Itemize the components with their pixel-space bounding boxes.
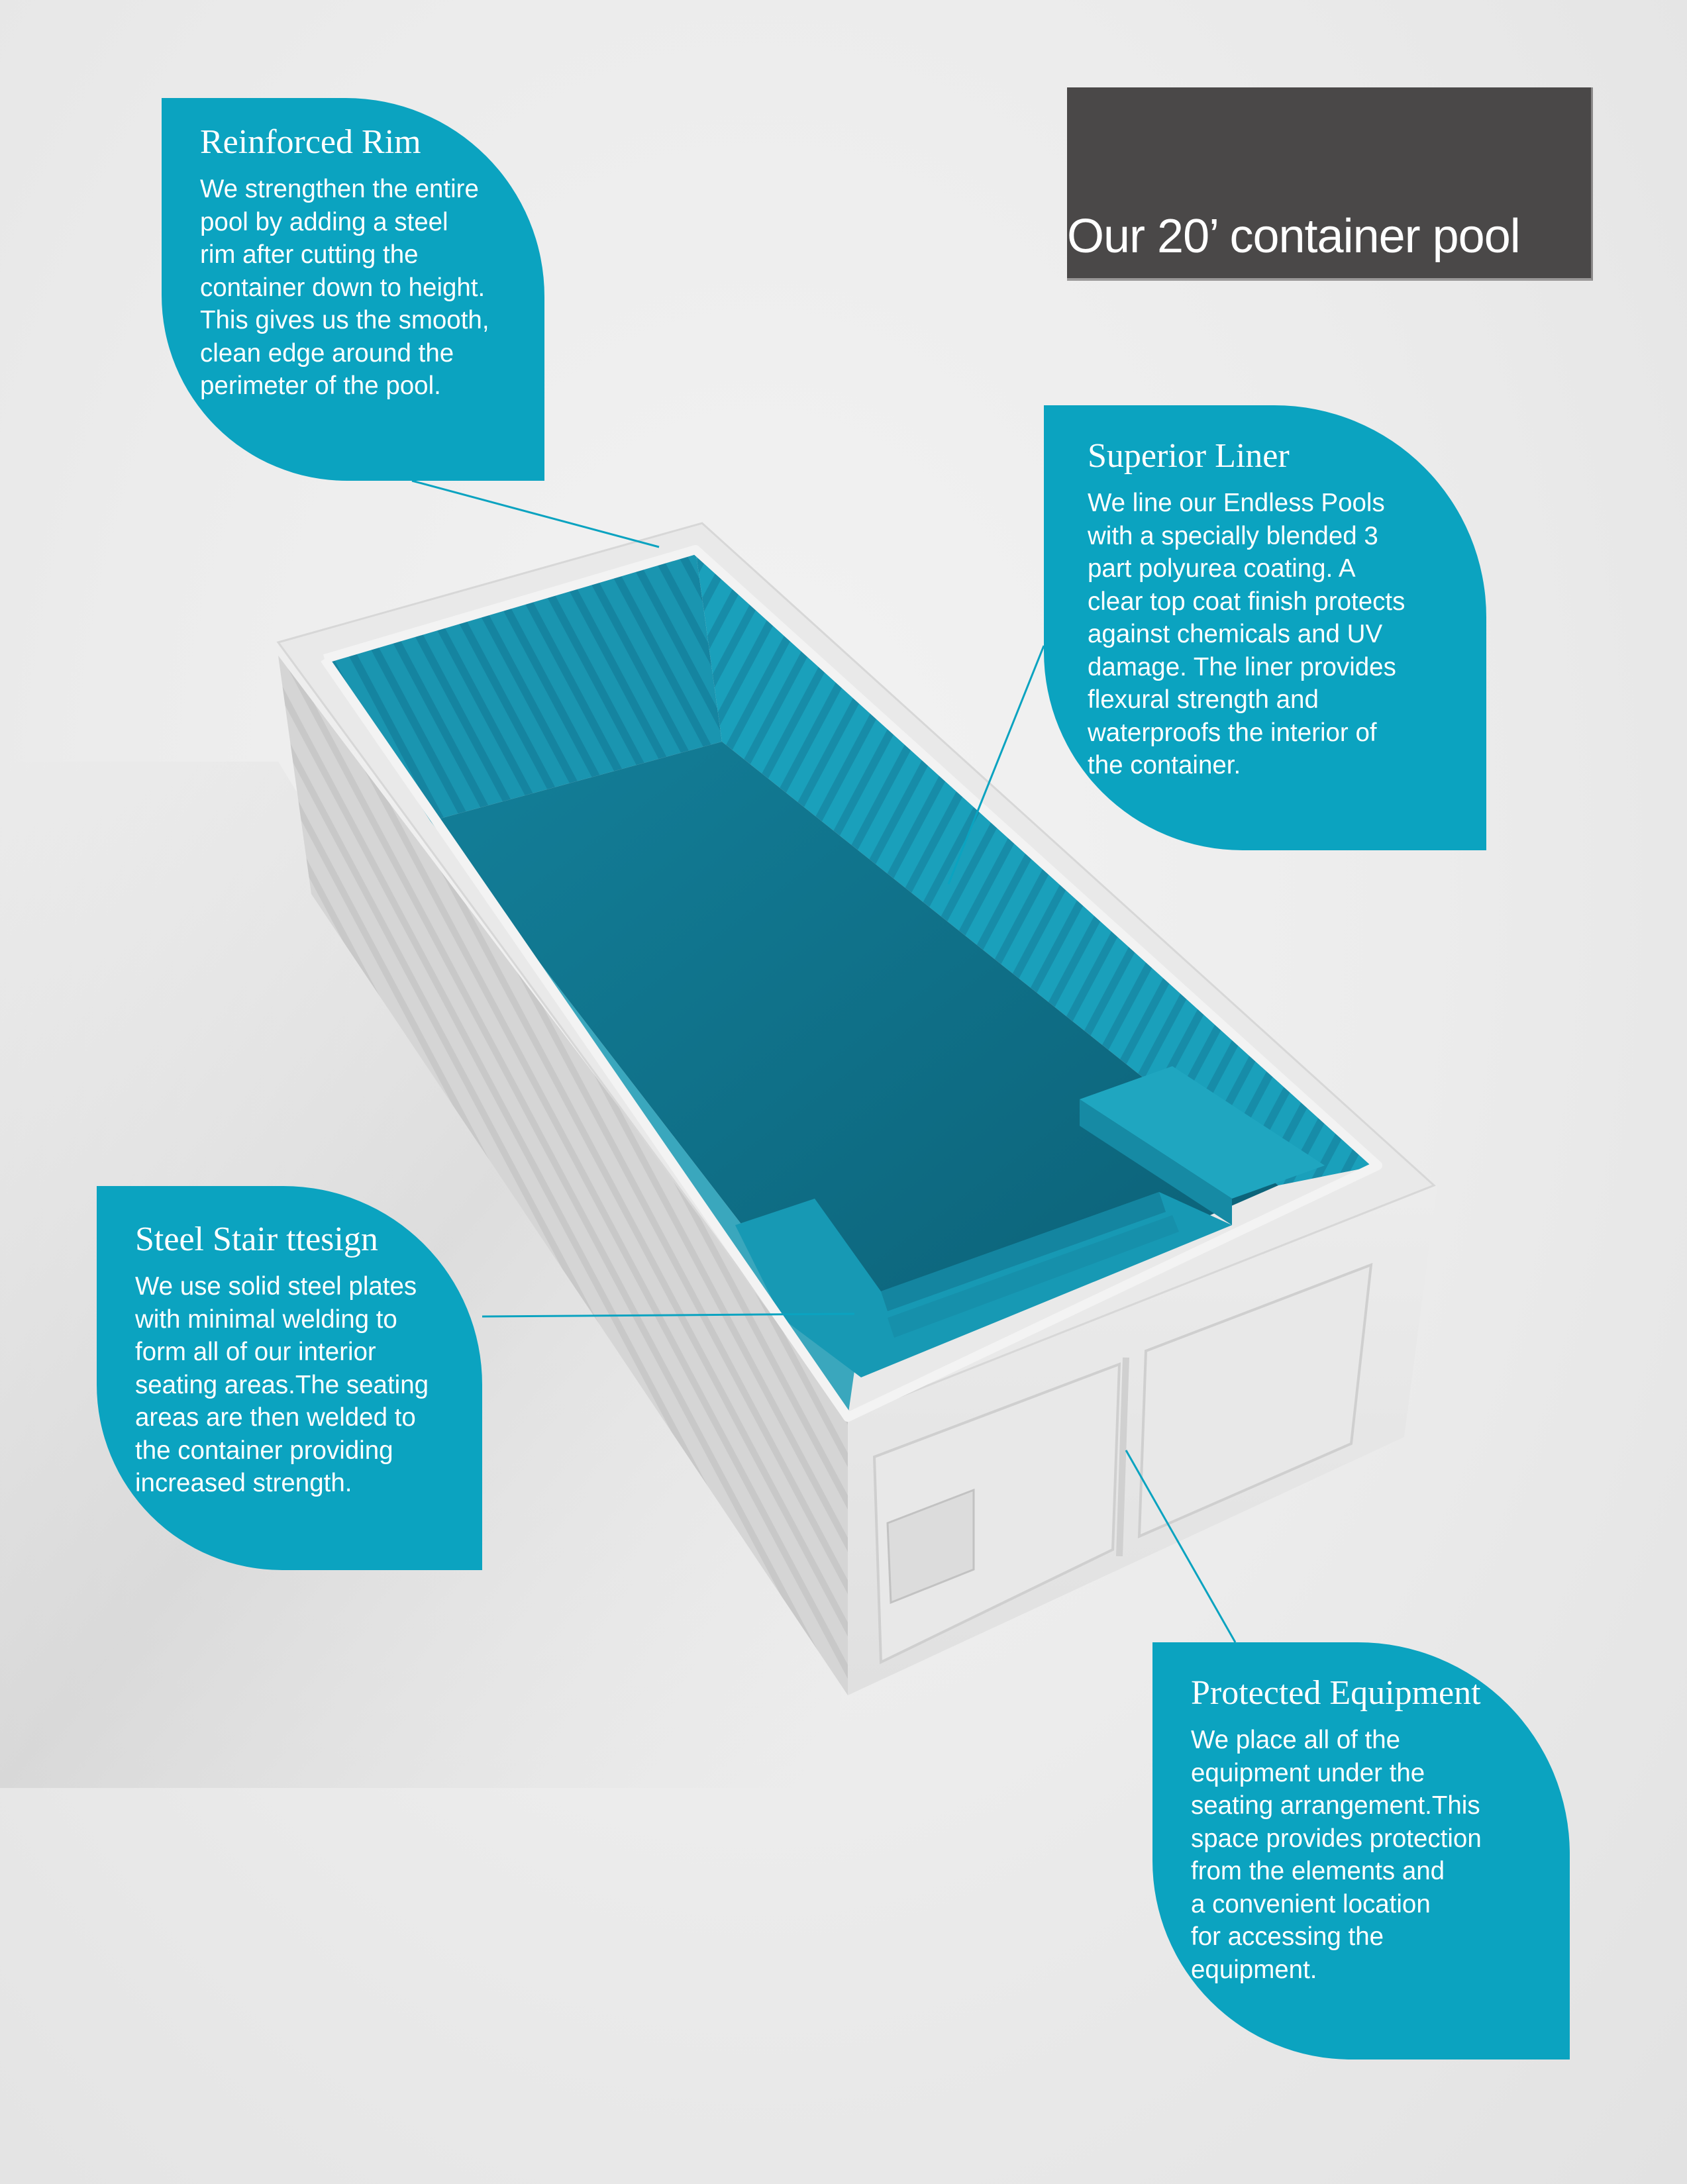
callout-body: We strengthen the entire pool by adding a steel rim after cutting the container down to height. This gives us the smooth, clean edge around the perimeter of the pool. [200,175,489,401]
callout-body: We line our Endless Pools with a specially blended 3 part polyurea coating. A clear top coat finish protects against chemicals and UV damage. The liner provides flexural strength and waterproofs the interior of the container. [1088,489,1406,780]
callout-title: Protected Equipment [1191,1674,1481,1712]
page-title-box [1067,87,1593,281]
callout-body: We place all of the equipment under the seating arrangement.This space provides protection from the elements and a convenient location for accessing the equipment. [1191,1726,1482,1984]
callout-superior-liner [1044,405,1486,850]
callout-protected-equipment [1152,1642,1570,2060]
page-title: Our 20’ container pool [1067,210,1520,263]
callout-body: We use solid steel plates with minimal welding to form all of our interior seating areas.The seating areas are then welded to the container providing increased strength. [135,1272,429,1498]
callout-title: Steel Stair ttesign [135,1220,378,1258]
leader-line-rim [412,481,659,547]
callout-reinforced-rim [162,98,544,481]
callout-title: Reinforced Rim [200,123,421,161]
callout-steel-stair-design [97,1186,482,1570]
callout-title: Superior Liner [1088,437,1290,475]
